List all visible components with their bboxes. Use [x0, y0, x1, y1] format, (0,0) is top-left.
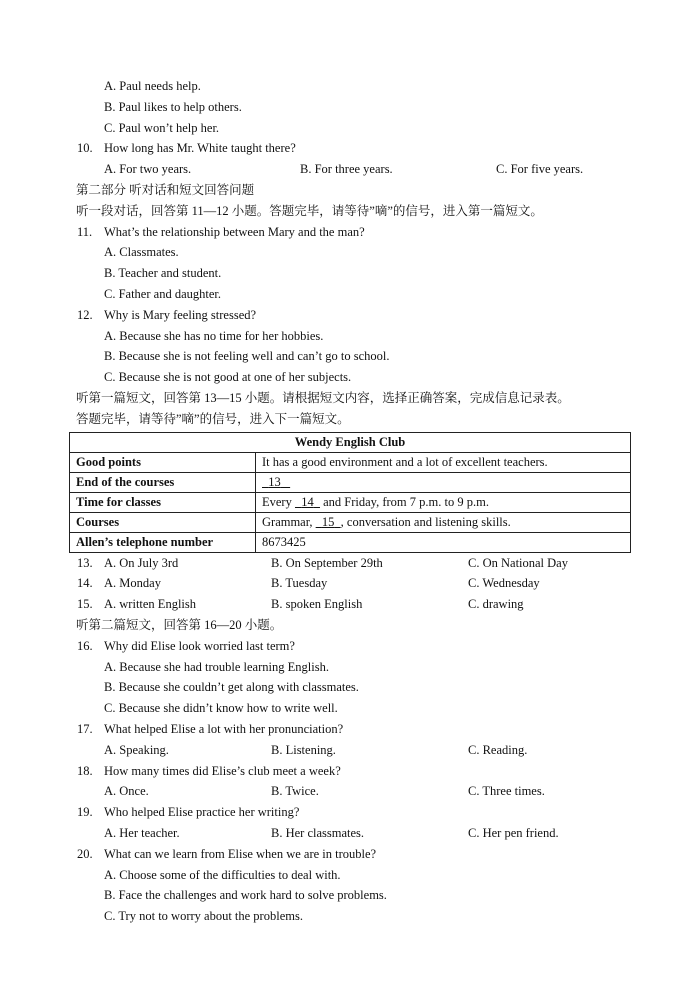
q19-options: [0, 823, 696, 844]
blank-14: [295, 495, 320, 509]
blank-15: [316, 515, 341, 529]
row-value: It has a good environment and a lot of excellent teachers.: [256, 452, 631, 472]
question-19: [0, 802, 696, 823]
question-text: What helped Elise a lot with her pronunciation?: [104, 721, 344, 736]
question-number: 15.: [77, 597, 93, 612]
passage1-instruction-line2: 答题完毕，请等待”嘀”的信号，进入下一篇短文。: [76, 411, 350, 426]
passage2-instruction: 听第二篇短文，回答第 16—20 小题。: [76, 617, 283, 632]
question-number: 17.: [77, 721, 93, 736]
q13-option-b: B. On September 29th: [271, 555, 383, 570]
q14-option-a: A. Monday: [104, 576, 161, 591]
value-suffix: , conversation and listening skills.: [340, 514, 511, 529]
question-text: Who helped Elise practice her writing?: [104, 805, 300, 820]
row-label: Good points: [70, 452, 256, 472]
row-label: Time for classes: [70, 492, 256, 512]
q18-option-a: A. Once.: [104, 784, 149, 799]
blank-number: 15: [321, 514, 335, 529]
table-row: [70, 452, 631, 472]
question-11: [0, 222, 696, 243]
table-title: Wendy English Club: [70, 432, 631, 452]
question-number: 10.: [77, 141, 93, 156]
q16-option-c: C. Because she didn’t know how to write well.: [104, 701, 338, 716]
q19-option-a: A. Her teacher.: [104, 825, 180, 840]
row-value: 8673425: [256, 532, 631, 552]
q9-option-c: C. Paul won’t help her.: [104, 120, 220, 135]
q15-option-c: C. drawing: [468, 597, 524, 612]
q15-option-b: B. spoken English: [271, 597, 363, 612]
value-prefix: Every: [262, 494, 292, 509]
q20-option-a: A. Choose some of the difficulties to deal with.: [104, 867, 341, 882]
row-label: Allen’s telephone number: [70, 532, 256, 552]
q20-option-b: B. Face the challenges and work hard to solve problems.: [104, 888, 387, 903]
q9-option-b: B. Paul likes to help others.: [104, 99, 242, 114]
q10-option-c: C. For five years.: [496, 162, 584, 177]
blank-13: [262, 475, 290, 489]
question-number: 12.: [77, 307, 93, 322]
q17-option-c: C. Reading.: [468, 742, 528, 757]
value-prefix: Grammar,: [262, 514, 313, 529]
question-number: 11.: [77, 224, 93, 239]
q17-options: [0, 740, 696, 761]
question-number: 19.: [77, 805, 93, 820]
club-info-table: [69, 432, 631, 553]
row-value: [256, 492, 631, 512]
q11-option-c: C. Father and daughter.: [104, 286, 221, 301]
question-18: [0, 761, 696, 782]
row-label: End of the courses: [70, 472, 256, 492]
exam-page: [0, 76, 696, 927]
q20-option-c: C. Try not to worry about the problems.: [104, 909, 303, 924]
part2-title: 第二部分 听对话和短文回答问题: [76, 182, 255, 197]
table-row: [70, 532, 631, 552]
q11-option-a: A. Classmates.: [104, 245, 179, 260]
blank-number: 13: [268, 474, 281, 489]
table-row: [70, 512, 631, 532]
q17-option-b: B. Listening.: [271, 742, 336, 757]
value-suffix: and Friday, from 7 p.m. to 9 p.m.: [323, 494, 489, 509]
q18-option-c: C. Three times.: [468, 784, 545, 799]
question-text: What can we learn from Elise when we are in trouble?: [104, 846, 377, 861]
question-13: [0, 553, 696, 574]
question-text: How long has Mr. White taught there?: [104, 141, 296, 156]
q10-options: [0, 159, 696, 180]
table-row: [70, 492, 631, 512]
q15-option-a: A. written English: [104, 597, 197, 612]
q11-option-b: B. Teacher and student.: [104, 266, 222, 281]
q10-option-b: B. For three years.: [300, 162, 393, 177]
question-text: How many times did Elise’s club meet a week?: [104, 763, 341, 778]
q17-option-a: A. Speaking.: [104, 742, 169, 757]
q19-option-c: C. Her pen friend.: [468, 825, 559, 840]
question-number: 18.: [77, 763, 93, 778]
q12-option-b: B. Because she is not feeling well and can’t go to school.: [104, 349, 390, 364]
q18-option-b: B. Twice.: [271, 784, 319, 799]
question-text: Why is Mary feeling stressed?: [104, 307, 257, 322]
table-row: [70, 472, 631, 492]
question-number: 14.: [77, 576, 93, 591]
row-label: Courses: [70, 512, 256, 532]
q13-option-a: A. On July 3rd: [104, 555, 179, 570]
row-value: [256, 472, 631, 492]
passage1-instruction-line1: 听第一篇短文，回答第 13—15 小题。请根据短文内容，选择正确答案，完成信息记录表。: [76, 390, 570, 405]
question-10: [0, 138, 696, 159]
q18-options: [0, 781, 696, 802]
row-value: [256, 512, 631, 532]
q12-option-a: A. Because she has no time for her hobbies.: [104, 328, 324, 343]
q10-option-a: A. For two years.: [104, 162, 192, 177]
question-text: Why did Elise look worried last term?: [104, 638, 295, 653]
q16-option-b: B. Because she couldn’t get along with classmates.: [104, 680, 359, 695]
q19-option-b: B. Her classmates.: [271, 825, 365, 840]
question-number: 13.: [77, 555, 93, 570]
blank-number: 14: [301, 494, 314, 509]
question-16: [0, 636, 696, 657]
q13-option-c: C. On National Day: [468, 555, 568, 570]
q12-option-c: C. Because she is not good at one of her subjects.: [104, 370, 352, 385]
question-12: [0, 305, 696, 326]
q14-option-c: C. Wednesday: [468, 576, 540, 591]
question-text: What’s the relationship between Mary and the man?: [104, 224, 365, 239]
question-14: [0, 573, 696, 594]
q16-option-a: A. Because she had trouble learning English.: [104, 659, 329, 674]
question-20: [0, 844, 696, 865]
q9-option-a: A. Paul needs help.: [104, 79, 201, 93]
part2-instruction: 听一段对话，回答第 11—12 小题。答题完毕，请等待”嘀”的信号，进入第一篇短文。: [76, 203, 543, 218]
q14-option-b: B. Tuesday: [271, 576, 328, 591]
question-15: [0, 594, 696, 615]
question-number: 20.: [77, 846, 93, 861]
question-number: 16.: [77, 638, 93, 653]
question-17: [0, 719, 696, 740]
